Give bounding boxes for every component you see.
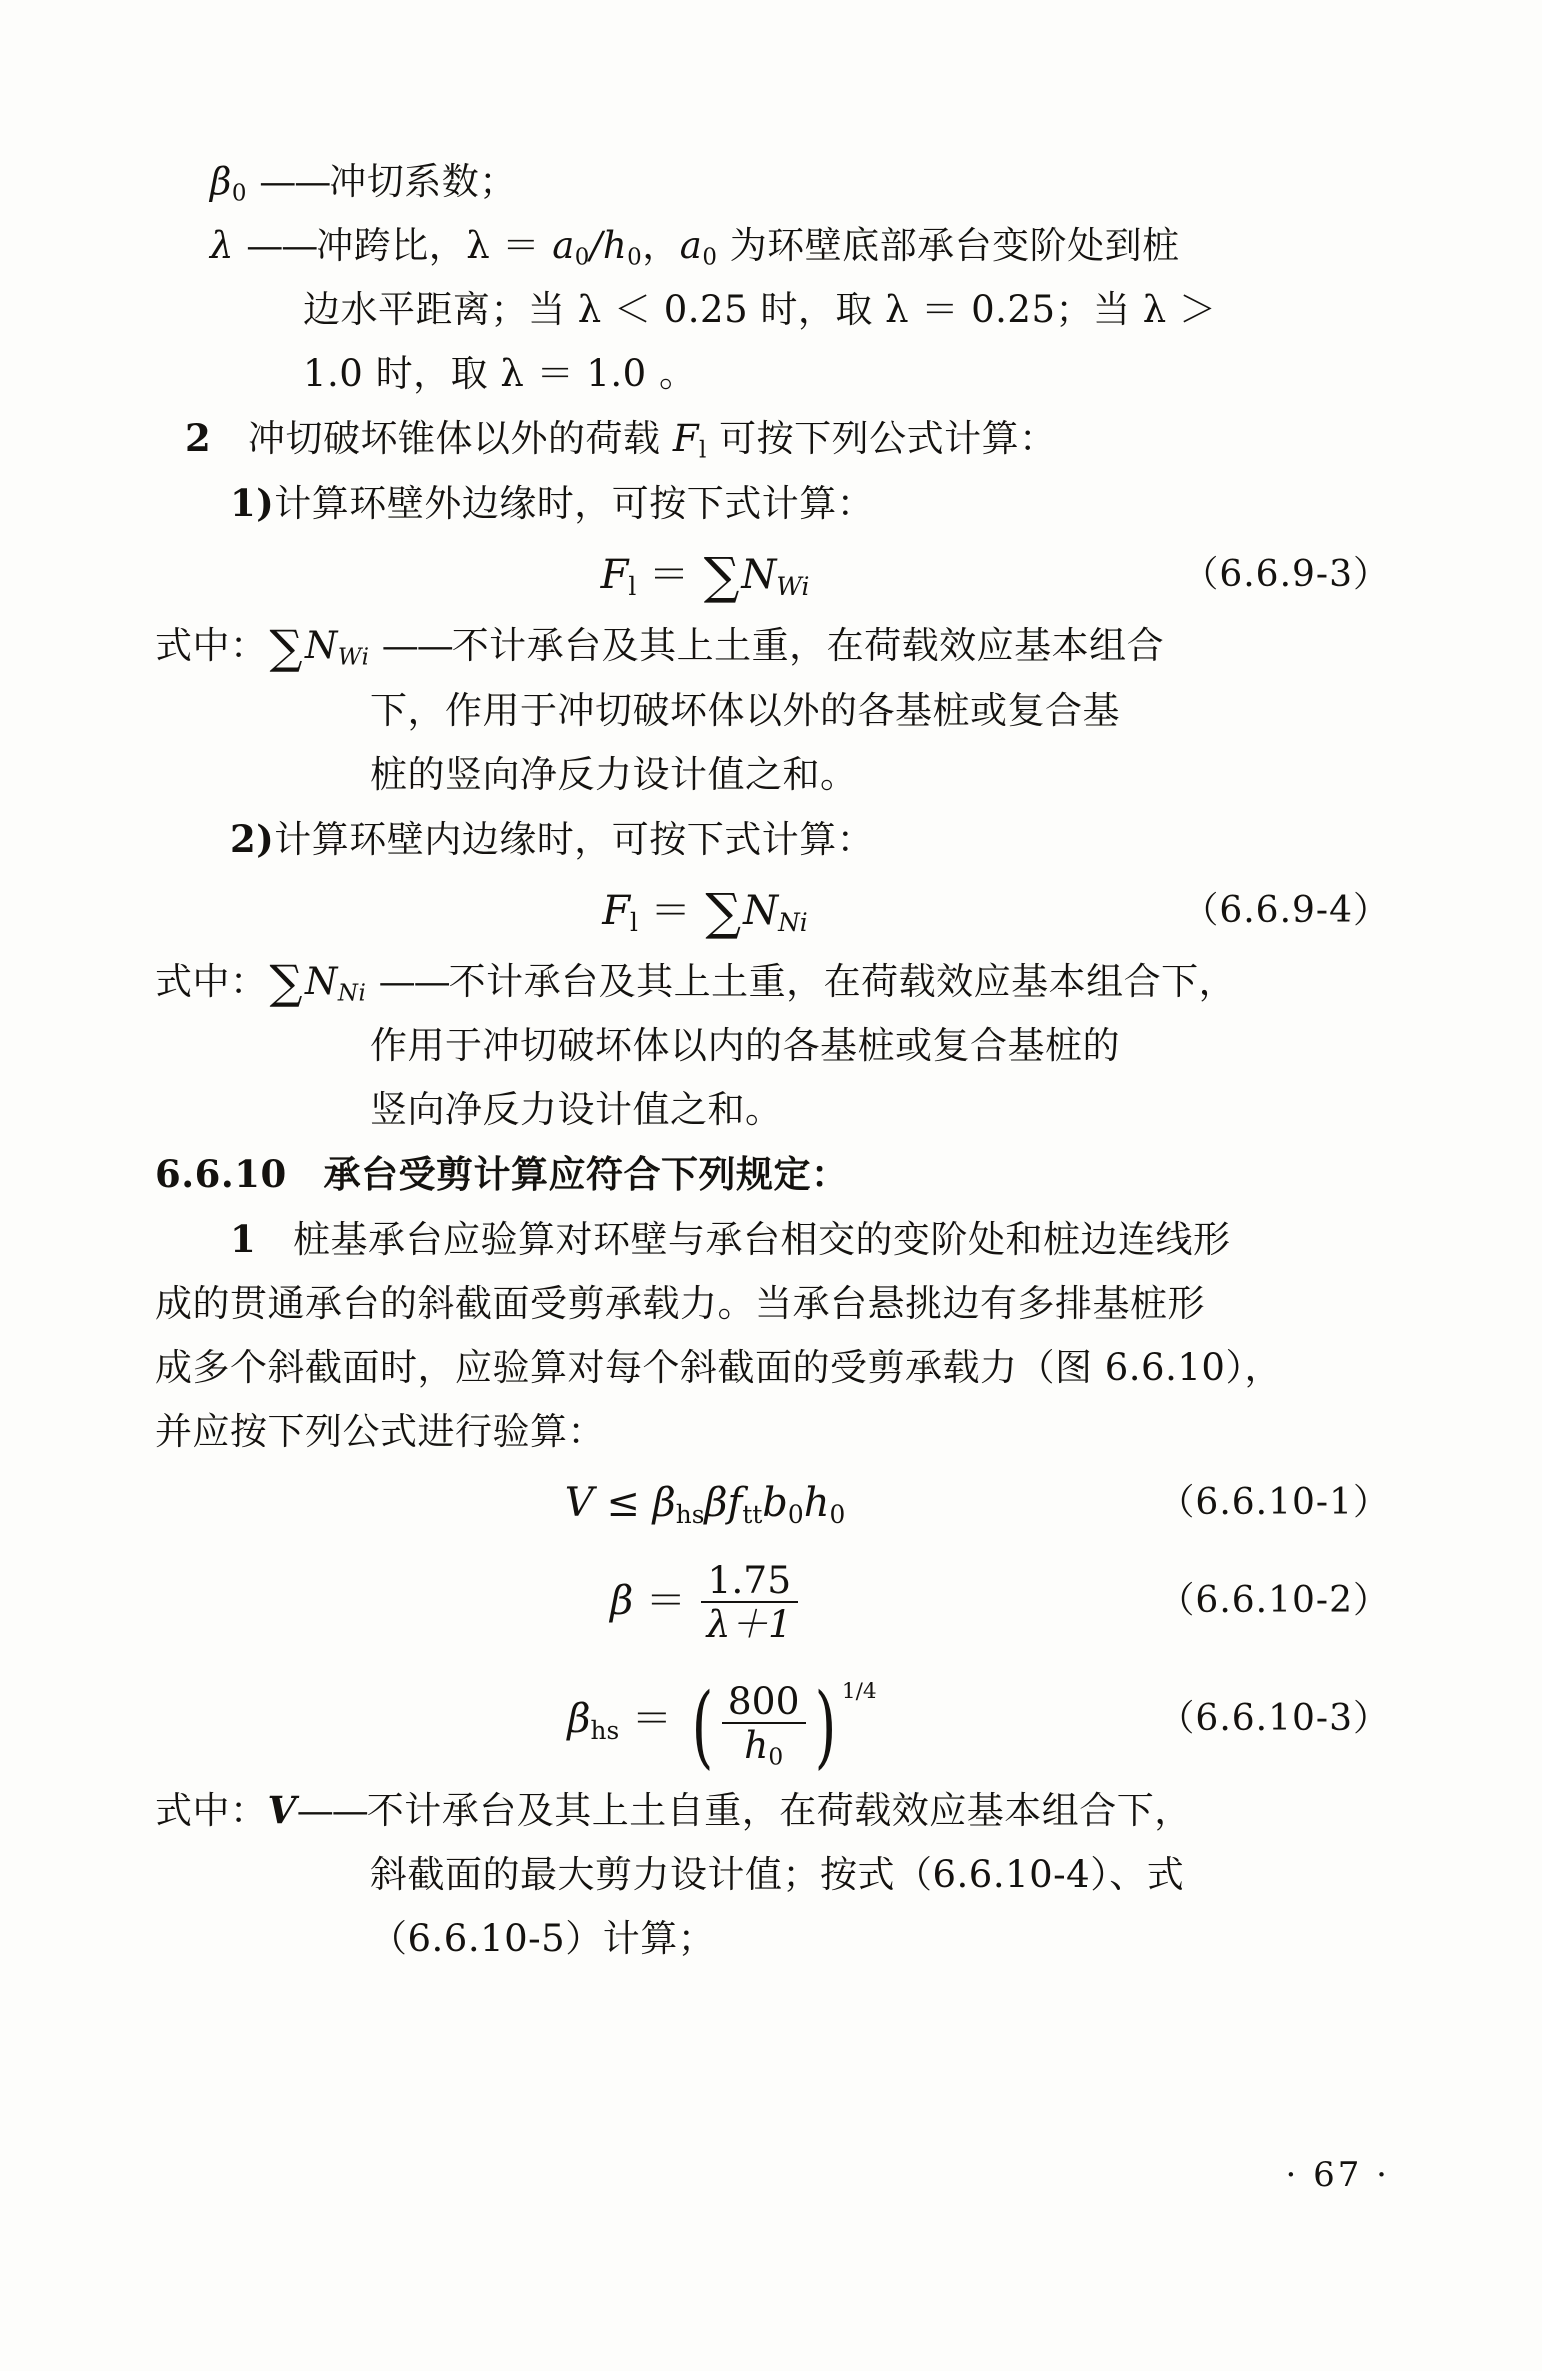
summation-icon: ∑ — [269, 955, 304, 1010]
definition-V — [155, 1778, 1390, 1843]
h0-symbol: h — [803, 1480, 830, 1527]
shear-V-symbol: V — [564, 1480, 594, 1527]
Fl-subscript: l — [699, 437, 707, 464]
definition-sum-NNi-line2: 作用于冲切破坏体以内的各基桩或复合基桩的 — [370, 1024, 1120, 1068]
list-item-2 — [155, 406, 1390, 471]
definition-V-line2: 斜截面的最大剪力设计值；按式（6.6.10-4）、式 — [370, 1853, 1185, 1897]
section-item-1-number: 1 — [230, 1217, 257, 1262]
formula-lhs-subscript: l — [628, 571, 637, 601]
f-symbol: f — [727, 1480, 743, 1527]
beta0-symbol: β — [210, 160, 232, 203]
formula-6-6-10-1-row — [155, 1464, 1390, 1542]
exponent-one-quarter: 1/4 — [841, 1679, 877, 1705]
equals-sign: ＝ — [645, 1578, 686, 1625]
a0-symbol-second: a — [679, 224, 703, 267]
beta0-subscript: 0 — [231, 180, 247, 207]
comma-separator: ， — [642, 224, 680, 267]
NNi-subscript: Ni — [337, 980, 367, 1007]
formula-rhs-N: N — [743, 887, 779, 934]
section-item-1 — [155, 1207, 1390, 1272]
a0-subscript-second: 0 — [702, 244, 718, 271]
formula-6-6-10-3 — [155, 1660, 1255, 1781]
formula-lhs-subscript: l — [630, 907, 638, 937]
list-item-2-number: 2 — [185, 416, 212, 460]
b0-symbol: b — [762, 1480, 788, 1527]
definition-sum-NNi-line1: 不计承台及其上土重，在荷载效应基本组合下， — [448, 959, 1237, 1003]
beta-hs-fraction — [722, 1679, 806, 1771]
definition-prefix: 式中： — [155, 959, 268, 1003]
definition-dash: —— — [246, 224, 317, 267]
equation-number-6-6-10-2: （6.6.10-2） — [1158, 1580, 1390, 1622]
beta0-definition-text: 冲切系数； — [329, 160, 517, 203]
fraction-denominator — [722, 1722, 806, 1771]
section-item-1-line1: 桩基承台应验算对环壁与承台相交的变阶处和桩边连线形 — [293, 1218, 1231, 1262]
formula-rhs-N: N — [741, 552, 777, 598]
NWi-symbol: N — [305, 624, 338, 667]
formula-6-6-10-2 — [155, 1542, 1255, 1660]
section-item-1-line4: 并应按下列公式进行验算： — [155, 1410, 605, 1454]
beta-hs-symbol: β — [652, 1480, 676, 1527]
formula-6-6-10-1 — [155, 1464, 1255, 1542]
beta-hs-subscript: hs — [675, 1500, 705, 1530]
lambda-symbol: λ — [210, 224, 234, 267]
sub-list-item-2-label: 2) — [230, 816, 275, 861]
h-subscript: 0 — [768, 1743, 784, 1771]
beta-hs-symbol: β — [567, 1696, 591, 1743]
page-content — [155, 150, 1390, 1971]
h0-symbol: h — [602, 224, 628, 267]
symbol-definition-lambda — [155, 214, 1390, 278]
beta-hs-subscript: hs — [590, 1716, 620, 1746]
lambda-definition-text-1: 冲跨比，λ ＝ — [316, 224, 553, 267]
fraction-denominator: λ＋1 — [701, 1601, 798, 1645]
NNi-symbol: N — [305, 959, 338, 1003]
equation-number-6-6-10-3: （6.6.10-3） — [1158, 1698, 1390, 1740]
equals-sign: ＝ — [631, 1696, 672, 1743]
equals-sign: ＝ — [649, 552, 689, 598]
sub-list-item-1-text: 计算环壁外边缘时，可按下式计算： — [274, 482, 875, 525]
section-item-1-line2: 成的贯通承台的斜截面受剪承载力。当承台悬挑边有多排基桩形 — [155, 1282, 1205, 1326]
V-symbol: V — [267, 1788, 297, 1833]
definition-prefix: 式中： — [155, 624, 268, 667]
summation-icon: ∑ — [269, 619, 304, 674]
beta-fraction — [701, 1559, 798, 1645]
a0-subscript: 0 — [574, 244, 590, 271]
definition-dash: —— — [259, 160, 330, 203]
beta-symbol: β — [610, 1578, 634, 1625]
definition-dash: —— — [296, 1789, 367, 1833]
f-subscript: tt — [742, 1500, 763, 1530]
right-parenthesis: ) — [814, 1674, 836, 1780]
less-than-or-equal-sign: ≤ — [606, 1480, 640, 1527]
equals-sign: ＝ — [650, 887, 691, 934]
list-item-2-text-pre: 冲切破坏锥体以外的荷载 — [248, 417, 673, 460]
fraction-numerator: 1.75 — [707, 1558, 792, 1603]
definition-sum-NNi-line3: 竖向净反力设计值之和。 — [370, 1088, 783, 1132]
h0-subscript: 0 — [627, 244, 643, 271]
definition-sum-NWi-line2: 下，作用于冲切破坏体以外的各基桩或复合基 — [370, 688, 1120, 732]
sub-list-item-1 — [155, 471, 1390, 536]
formula-rhs-subscript: Wi — [776, 571, 810, 601]
lambda-definition-line2: 边水平距离；当 λ ＜ 0.25 时，取 λ ＝ 0.25；当 λ ＞ — [303, 288, 1217, 331]
summation-icon: ∑ — [703, 547, 740, 605]
definition-dash: —— — [378, 959, 449, 1003]
definition-sum-NNi — [155, 950, 1390, 1015]
formula-lhs-F: F — [602, 887, 631, 934]
definition-sum-NWi-line1: 不计承台及其上土重，在荷载效应基本组合 — [451, 624, 1165, 667]
formula-6-6-9-3-row — [155, 536, 1390, 614]
h0-subscript: 0 — [829, 1500, 846, 1530]
equation-number-6-6-10-1: （6.6.10-1） — [1158, 1482, 1390, 1524]
definition-V-line1: 不计承台及其上土自重，在荷载效应基本组合下， — [366, 1789, 1192, 1833]
Fl-symbol: F — [672, 417, 699, 460]
b0-subscript: 0 — [787, 1500, 804, 1530]
formula-6-6-9-3 — [155, 536, 1255, 615]
summation-icon: ∑ — [705, 882, 742, 941]
definition-V-line3: （6.6.10-5）计算； — [370, 1917, 716, 1961]
formula-6-6-9-4 — [155, 872, 1255, 951]
definition-dash: —— — [381, 624, 452, 667]
section-item-1-line3: 成多个斜截面时，应验算对每个斜截面的受剪承载力（图 6.6.10）， — [155, 1346, 1282, 1390]
left-parenthesis: ( — [691, 1674, 714, 1780]
lambda-definition-line3: 1.0 时，取 λ ＝ 1.0 。 — [303, 352, 697, 395]
sub-list-item-2-text: 计算环壁内边缘时，可按下式计算： — [274, 817, 875, 861]
a0-symbol: a — [552, 224, 575, 267]
beta-symbol: β — [704, 1480, 728, 1527]
definition-prefix: 式中： — [155, 1789, 268, 1833]
sub-list-item-2 — [155, 807, 1390, 872]
lambda-definition-text-2: 为环壁底部承台变阶处到桩 — [729, 224, 1180, 267]
formula-6-6-10-3-row — [155, 1660, 1390, 1778]
sub-list-item-1-label: 1) — [230, 481, 275, 525]
equation-number-6-6-9-3: （6.6.9-3） — [1182, 554, 1390, 595]
section-number: 6.6.10 — [155, 1152, 287, 1197]
formula-6-6-9-4-row — [155, 872, 1390, 950]
power-expression-group — [685, 1663, 877, 1781]
section-title: 承台受剪计算应符合下列规定： — [323, 1152, 849, 1197]
formula-lhs-F: F — [600, 552, 629, 598]
page-number: · 67 · — [1285, 2155, 1390, 2195]
section-heading-6-6-10 — [155, 1142, 1390, 1207]
formula-6-6-10-2-row — [155, 1542, 1390, 1660]
h-symbol: h — [744, 1723, 769, 1768]
NWi-subscript: Wi — [337, 644, 370, 671]
formula-rhs-subscript: Ni — [778, 907, 808, 937]
fraction-numerator: 800 — [727, 1679, 800, 1724]
definition-sum-NWi-line3: 桩的竖向净反力设计值之和。 — [370, 752, 858, 796]
equation-number-6-6-9-4: （6.6.9-4） — [1182, 889, 1390, 931]
definition-sum-NWi — [155, 614, 1390, 679]
list-item-2-text-post: 可按下列公式计算： — [706, 417, 1057, 460]
symbol-definition-beta0 — [155, 150, 1390, 214]
slash-divider: / — [589, 224, 603, 267]
